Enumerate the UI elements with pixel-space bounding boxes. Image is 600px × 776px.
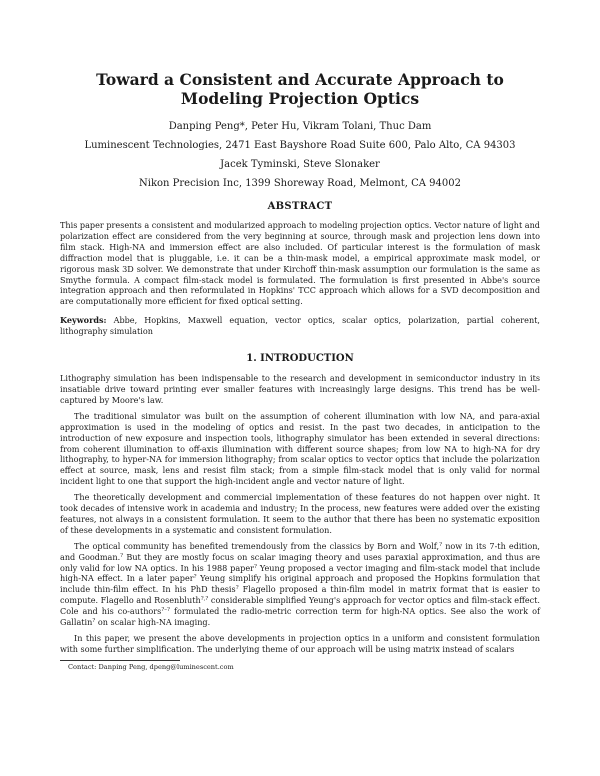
intro-paragraph-5: In this paper, we present the above developments in projection optics in a uniform and consistent formulation with some further simplification. The underlying theme of our approach will be using matrix instead of scalars (60, 633, 540, 654)
citation-ref: ?–? (161, 607, 170, 614)
citation-ref: ?,? (200, 596, 209, 603)
author-block (60, 120, 540, 191)
section-heading-introduction: 1. INTRODUCTION (246, 353, 354, 365)
citation-ref: ? (254, 563, 257, 570)
author-names: Danping Peng*, Peter Hu, Vikram Tolani, Thuc Dam (168, 121, 432, 132)
footnote-contact: Contact: Danping Peng, dpeng@luminescent.com (68, 662, 234, 671)
p4-text-e: Yeung simplify his original approach and proposed the Hopkins formulation that include thin-film effect. In his PhD thesis (60, 573, 540, 595)
p4-text-f: Flagello proposed a thin-film model in matrix format that is easier to compute. Flagello and Rosenbluth (60, 584, 540, 606)
keywords-label: Keywords: (60, 315, 107, 326)
author-affiliation-1: Luminescent Technologies, 2471 East Bayshore Road Suite 600, Palo Alto, CA 94303 (84, 140, 516, 151)
intro-paragraph-2: The traditional simulator was built on the assumption of coherent illumination with low NA, and para-axial approximation is used in the modeling of optics and resist. In the past two decades, in anticipation to the introduction of new exposure and inspection tools, lithography simulator has been extended in several directions: from coherent illumination to off-axis illumination with different source shapes; from low NA to high-NA for dry lithography, to hyper-NA for immersion lithography; from scalar optics to vector optics that include the polarization effect at source, mask, lens and resist film stack; from a simple film-stack model that is only valid for normal incident light to one that support the high-incident angle and vector nature of light. (60, 410, 540, 487)
intro-paragraph-3: The theoretically development and commercial implementation of these features do not happen over night. It took decades of intensive work in academia and industry; In the process, new features were added over the existing features, not always in a consistent formulation. It seem to the author that there has been no systematic exposition of these developments in a systematic and consistent formulation. (60, 492, 540, 535)
p4-text-a: The optical community has benefited tremendously from the classics by Born and Wolf, (74, 540, 440, 551)
paper-page (60, 0, 540, 672)
author-names-2: Jacek Tyminski, Steve Slonaker (220, 159, 380, 170)
p4-text-d: Yeung proposed a vector imaging and film-stack model that include high-NA effect. In a later paper (60, 562, 540, 584)
citation-ref: ? (92, 618, 96, 625)
keywords (60, 315, 540, 337)
p4-text-g: considerable simplified Yeung's approach for vector optics and film-stack effect. Cole and his co-authors (60, 595, 540, 617)
citation-ref: ? (439, 541, 443, 548)
p4-text-h: formulated the radio-metric correction term for high-NA optics. See also the work of Gallatin (60, 606, 540, 628)
intro-paragraph-4 (60, 541, 540, 628)
paper-title: Toward a Consistent and Accurate Approach to Modeling Projection Optics (96, 70, 504, 108)
footnote-divider (60, 660, 180, 661)
p4-text-b: now in its 7-th edition, and Goodman. (60, 540, 540, 562)
author-affiliation-2: Nikon Precision Inc, 1399 Shoreway Road, Melmont, CA 94002 (139, 178, 461, 189)
intro-paragraph-1: Lithography simulation has been indispensable to the research and development in semiconductor industry in its insatiable drive toward printing ever smaller features with increasingly large designs. This trend has be well-captured by Moore's law. (60, 373, 540, 405)
p4-text-i: on scalar high-NA imaging. (95, 617, 211, 628)
citation-ref: ? (235, 585, 239, 592)
p4-text-c: But they are mostly focus on scalar imaging theory and uses paraxial approximation, and thus are only valid for low NA optics. In his 1988 paper (60, 551, 540, 573)
abstract-text: This paper presents a consistent and modularized approach to modeling projection optics. Vector nature of light and polarization effect are considered from the very beginning at source, through mask and projection lens down into film stack. High-NA and immersion effect are also included. Of particular interest is the formulation of mask diffraction model that is pluggable, i.e. it can be a thin-mask model, a empirical approximate mask model, or rigorous mask 3D solver. We demonstrate that under Kirchoff thin-mask assumption our formulation is the same as Smythe formula. A compact film-stack model is formulated. The formulation is first presented in Abbe's source integration approach and then reformulated in Hopkins' TCC approach which allows for a SVD decomposition and are computationally more efficient for fixed optical setting. (60, 220, 540, 307)
citation-ref: ? (193, 574, 197, 581)
keywords-text: Abbe, Hopkins, Maxwell equation, vector optics, scalar optics, polarization, partial coherent, lithography simulation (60, 315, 540, 337)
citation-ref: ? (120, 552, 124, 559)
abstract-heading: ABSTRACT (267, 201, 333, 212)
